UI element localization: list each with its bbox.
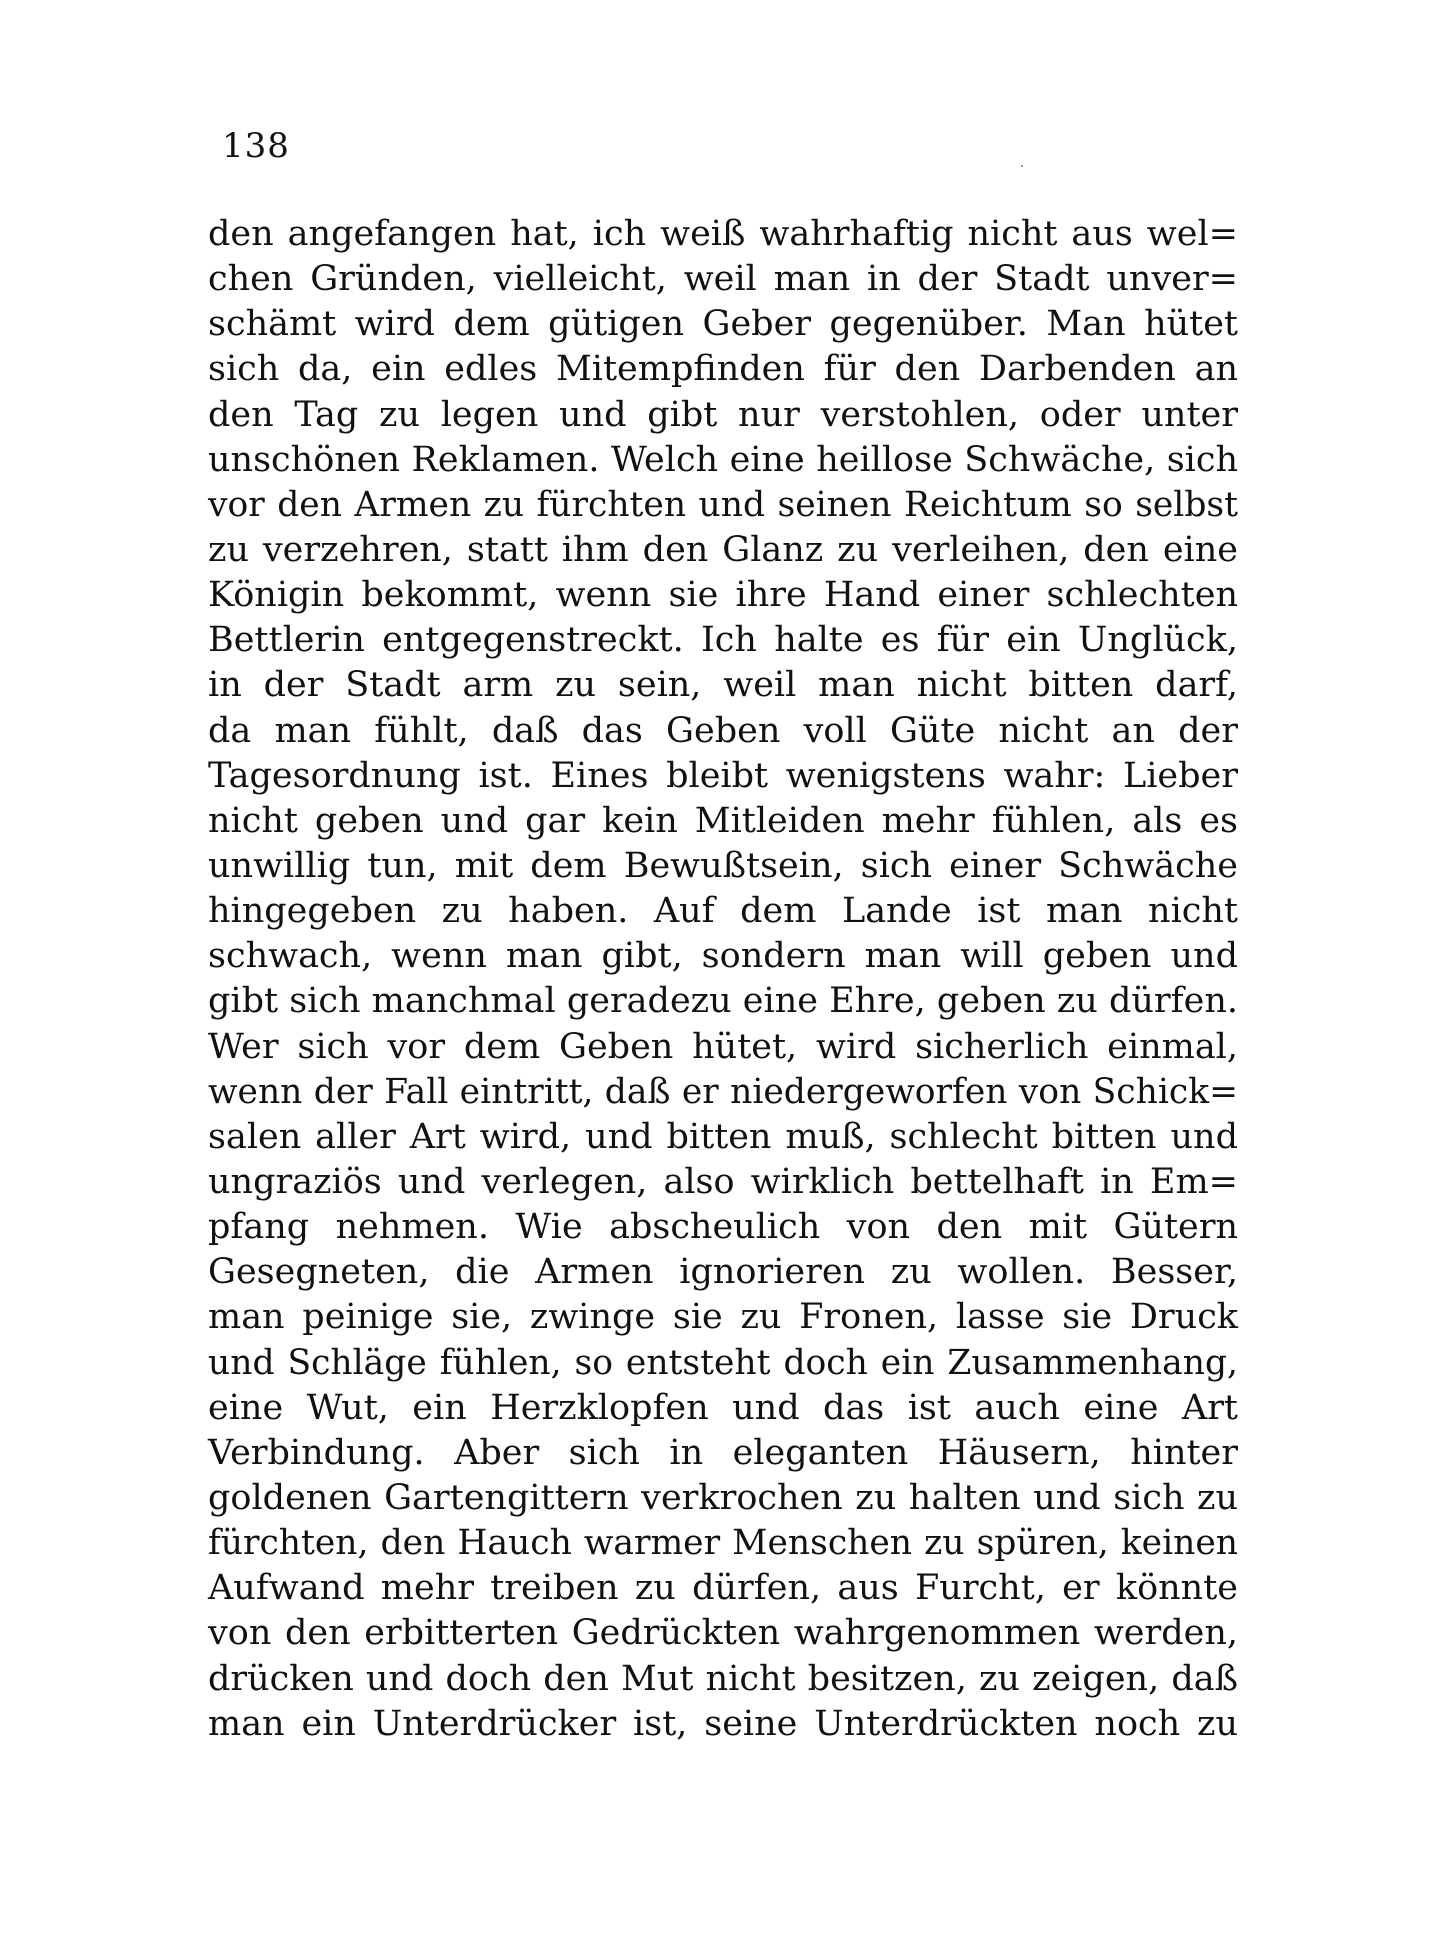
text-line: man peinige sie, zwinge sie zu Fronen, lasse sie Druck <box>208 1297 1238 1338</box>
text-line: nicht geben und gar kein Mitleiden mehr fühlen, als es <box>208 800 1238 841</box>
text-line: von den erbitterten Gedrückten wahrgenommen werden, <box>208 1613 1238 1654</box>
text-line: Aufwand mehr treiben zu dürfen, aus Furcht, er könnte <box>208 1568 1238 1609</box>
print-speck <box>1021 165 1023 167</box>
text-line: den angefangen hat, ich weiß wahrhaftig nicht aus wel= <box>208 214 1238 254</box>
text-line: salen aller Art wird, und bitten muß, schlecht bitten und <box>208 1116 1238 1157</box>
text-line: drücken und doch den Mut nicht besitzen, zu zeigen, daß <box>208 1658 1238 1699</box>
text-line: chen Gründen, vielleicht, weil man in der Stadt unver= <box>208 259 1238 300</box>
text-line: pfang nehmen. Wie abscheulich von den mit Gütern <box>208 1207 1238 1248</box>
text-line: Verbindung. Aber sich in eleganten Häusern, hinter <box>208 1432 1238 1473</box>
text-line: man ein Unterdrücker ist, seine Unterdrückten noch zu <box>208 1703 1238 1744</box>
text-line: zu verzehren, statt ihm den Glanz zu verleihen, den eine <box>208 529 1238 570</box>
page-number: 138 <box>222 126 290 166</box>
text-line: in der Stadt arm zu sein, weil man nicht bitten darf, <box>208 665 1238 706</box>
body-text <box>208 212 1238 1747</box>
text-line: den Tag zu legen und gibt nur verstohlen, oder unter <box>208 394 1238 435</box>
text-line: eine Wut, ein Herzklopfen und das ist auch eine Art <box>208 1387 1238 1428</box>
text-line: Tagesordnung ist. Eines bleibt wenigstens wahr: Lieber <box>208 755 1238 796</box>
text-line: unwillig tun, mit dem Bewußtsein, sich einer Schwäche <box>208 845 1238 886</box>
text-line: goldenen Gartengittern verkrochen zu halten und sich zu <box>208 1477 1238 1518</box>
text-line: Königin bekommt, wenn sie ihre Hand einer schlechten <box>208 575 1238 616</box>
text-line: vor den Armen zu fürchten und seinen Reichtum so selbst <box>208 484 1238 525</box>
text-line: schwach, wenn man gibt, sondern man will geben und <box>208 936 1238 977</box>
text-line: da man fühlt, daß das Geben voll Güte nicht an der <box>208 710 1238 751</box>
text-line: Gesegneten, die Armen ignorieren zu wollen. Besser, <box>208 1252 1238 1293</box>
text-line: fürchten, den Hauch warmer Menschen zu spüren, keinen <box>208 1523 1238 1564</box>
text-line: unschönen Reklamen. Welch eine heillose Schwäche, sich <box>208 439 1238 480</box>
text-line: und Schläge fühlen, so entsteht doch ein Zusammenhang, <box>208 1342 1238 1383</box>
text-line: sich da, ein edles Mitempfinden für den Darbenden an <box>208 349 1238 390</box>
text-line: Bettlerin entgegenstreckt. Ich halte es für ein Unglück, <box>208 620 1238 661</box>
text-line: hingegeben zu haben. Auf dem Lande ist man nicht <box>208 891 1238 932</box>
text-line: schämt wird dem gütigen Geber gegenüber. Man hütet <box>208 304 1238 345</box>
text-line: ungraziös und verlegen, also wirklich bettelhaft in Em= <box>208 1161 1238 1202</box>
text-line: Wer sich vor dem Geben hütet, wird sicherlich einmal, <box>208 1026 1238 1067</box>
text-line: wenn der Fall eintritt, daß er niedergeworfen von Schick= <box>208 1071 1238 1112</box>
text-line: gibt sich manchmal geradezu eine Ehre, geben zu dürfen. <box>208 981 1238 1022</box>
